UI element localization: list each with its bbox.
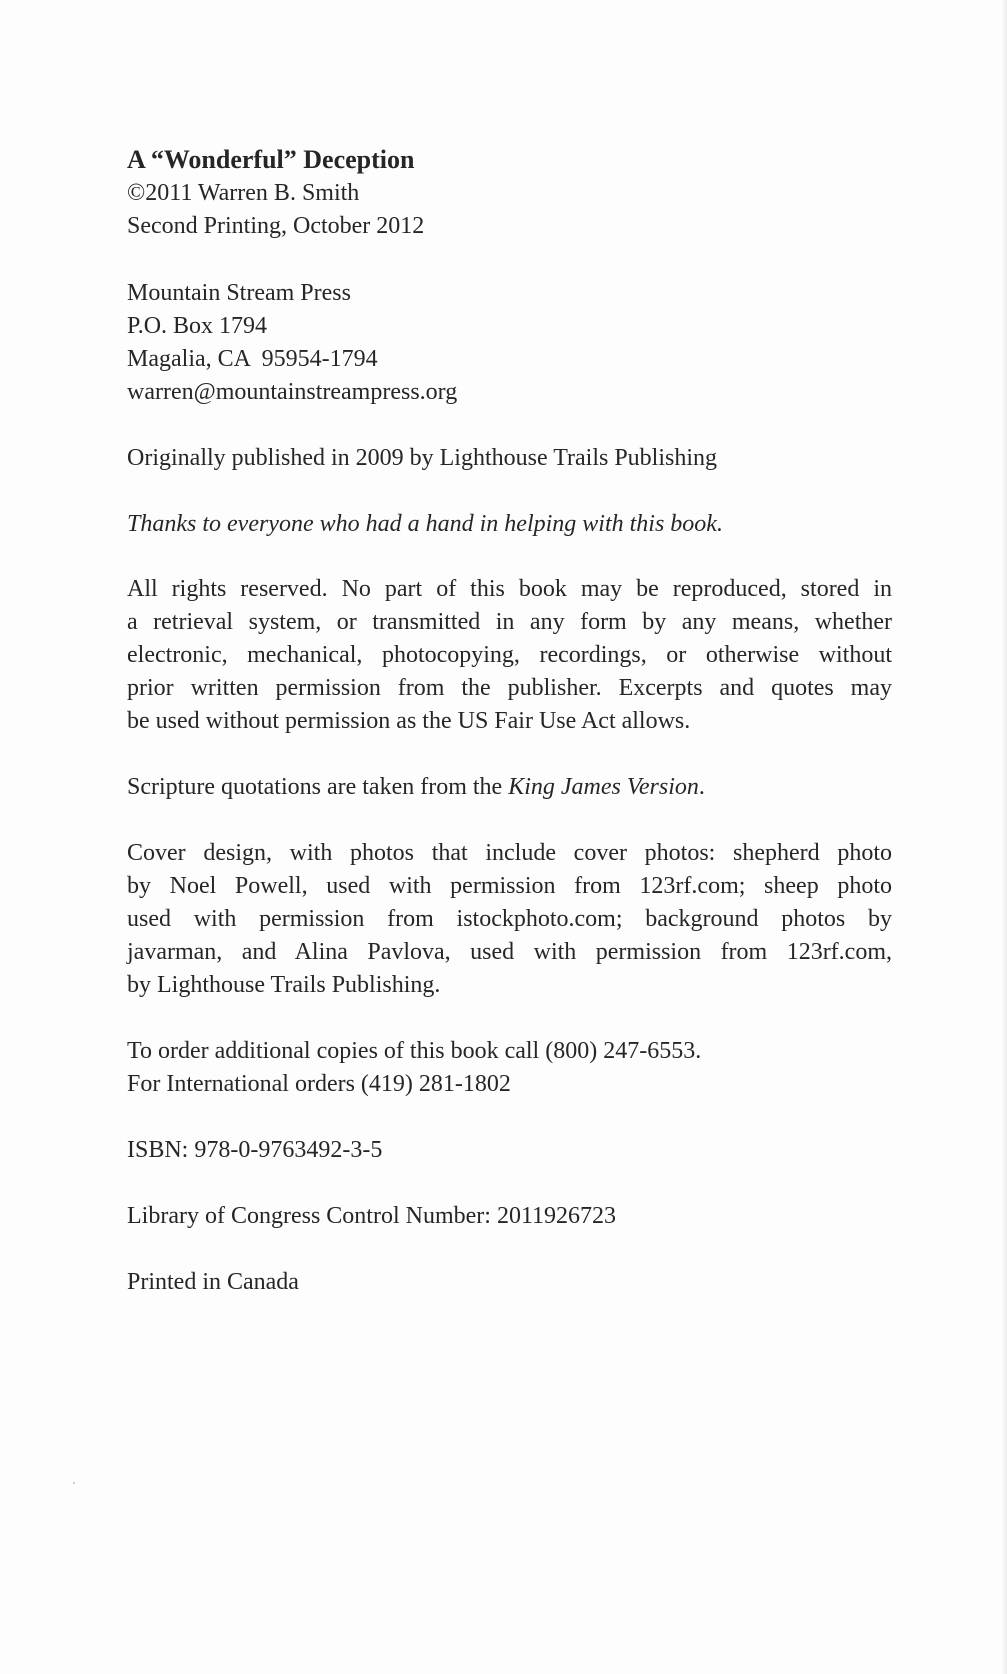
publisher-email: warren@mountainstreampress.org bbox=[127, 379, 458, 405]
cover-line-4: javarman, and Alina Pavlova, used with permission from 123rf.com, bbox=[127, 939, 892, 965]
ordering-info bbox=[127, 1035, 892, 1101]
order-domestic: To order additional copies of this book call (800) 247-6553. bbox=[127, 1038, 702, 1064]
thanks-line: Thanks to everyone who had a hand in helping with this book. bbox=[127, 511, 723, 537]
rights-line-1: All rights reserved. No part of this book may be reproduced, stored in bbox=[127, 576, 892, 602]
book-info bbox=[127, 142, 892, 243]
book-title: A “Wonderful” Deception bbox=[127, 145, 415, 174]
cover-line-3: used with permission from istockphoto.com; background photos by bbox=[127, 906, 892, 932]
lccn bbox=[127, 1200, 892, 1233]
cover-line-5: by Lighthouse Trails Publishing. bbox=[127, 972, 441, 998]
original-publication bbox=[127, 442, 892, 475]
isbn-line: ISBN: 978-0-9763492-3-5 bbox=[127, 1137, 383, 1163]
publisher-po-box: P.O. Box 1794 bbox=[127, 313, 268, 339]
scripture-suffix: . bbox=[698, 774, 705, 800]
cover-credits bbox=[127, 837, 892, 1002]
page-edge-shadow bbox=[1001, 0, 1007, 1674]
scripture-note bbox=[127, 771, 892, 804]
paper-speck bbox=[73, 1482, 75, 1484]
scripture-prefix: Scripture quotations are taken from the bbox=[127, 774, 509, 800]
printed-in-line: Printed in Canada bbox=[127, 1269, 299, 1295]
copyright-line: ©2011 Warren B. Smith bbox=[127, 180, 360, 206]
isbn bbox=[127, 1134, 892, 1167]
scripture-line bbox=[127, 771, 892, 804]
rights-paragraph bbox=[127, 573, 892, 738]
order-international: For International orders (419) 281-1802 bbox=[127, 1071, 511, 1097]
lccn-line: Library of Congress Control Number: 2011926723 bbox=[127, 1203, 617, 1229]
original-publication-line: Originally published in 2009 by Lighthouse Trails Publishing bbox=[127, 445, 718, 471]
rights-line-5: be used without permission as the US Fair Use Act allows. bbox=[127, 708, 691, 734]
printed-location bbox=[127, 1266, 892, 1299]
publisher-city: Magalia, CA 95954-1794 bbox=[127, 346, 378, 372]
printing-line: Second Printing, October 2012 bbox=[127, 213, 425, 239]
cover-line-2: by Noel Powell, used with permission from 123rf.com; sheep photo bbox=[127, 873, 892, 899]
rights-line-4: prior written permission from the publisher. Excerpts and quotes may bbox=[127, 675, 892, 701]
rights-line-2: a retrieval system, or transmitted in any form by any means, whether bbox=[127, 609, 892, 635]
copyright-text-block bbox=[127, 142, 892, 1299]
scripture-version: King James Version bbox=[508, 774, 699, 800]
publisher-name: Mountain Stream Press bbox=[127, 280, 351, 306]
publisher-address bbox=[127, 277, 892, 409]
cover-line-1: Cover design, with photos that include cover photos: shepherd photo bbox=[127, 840, 892, 866]
acknowledgement bbox=[127, 508, 892, 541]
rights-line-3: electronic, mechanical, photocopying, recordings, or otherwise without bbox=[127, 642, 892, 668]
